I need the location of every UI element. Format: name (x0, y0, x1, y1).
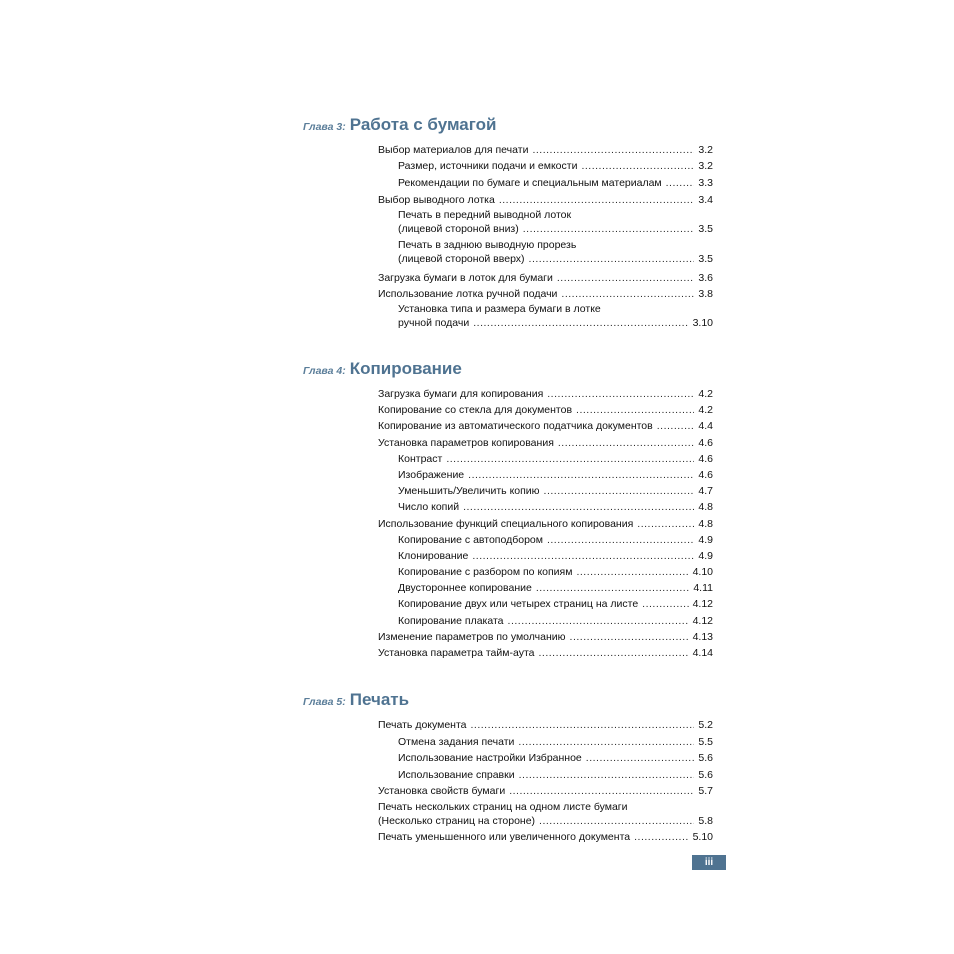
toc-entry[interactable] (378, 143, 713, 157)
toc-entry-title: Выбор выводного лотка (378, 193, 495, 206)
toc-entry[interactable] (378, 751, 713, 765)
toc-page-number: 5.5 (698, 735, 713, 748)
chapter-heading (303, 359, 462, 379)
toc-entry-title: (Несколько страниц на стороне) (378, 814, 536, 827)
leader-dots (570, 630, 689, 644)
toc-page-number: 4.6 (698, 452, 713, 465)
leader-dots (586, 751, 695, 765)
toc-entry[interactable] (378, 581, 713, 595)
toc-page-number: 4.7 (698, 485, 713, 498)
toc-page-number: 4.9 (698, 549, 713, 562)
leader-dots (576, 565, 688, 579)
toc-page-number: 4.4 (698, 420, 713, 433)
toc-page-number: 4.12 (692, 598, 713, 611)
leader-dots (519, 768, 695, 782)
toc-entry[interactable] (378, 238, 713, 266)
toc-entry[interactable] (378, 533, 713, 547)
toc-entry[interactable] (378, 271, 713, 285)
toc-entry[interactable] (378, 468, 713, 482)
leader-dots (539, 814, 694, 828)
toc-entry-title: Выбор материалов для печати (378, 144, 529, 156)
toc-entry-title: ручной подачи (398, 316, 470, 329)
toc-entry[interactable] (378, 208, 713, 236)
toc-entry-title: Изображение (398, 468, 465, 481)
leader-dots (547, 387, 694, 401)
leader-dots (657, 419, 695, 433)
toc-page-number: 3.5 (698, 252, 713, 265)
leader-dots (576, 403, 694, 417)
toc-list (378, 143, 713, 330)
toc-entry-title: Использование справки (398, 768, 515, 781)
leader-dots (561, 287, 694, 301)
toc-page-number: 4.2 (698, 388, 713, 400)
toc-page-number: 5.10 (692, 830, 713, 843)
toc-page-number: 4.8 (698, 501, 713, 514)
toc-entry-title: Рекомендации по бумаге и специальным материалам (398, 176, 662, 189)
toc-entry-title: Размер, источники подачи и емкости (398, 159, 578, 172)
leader-dots (538, 646, 688, 660)
chapter-title: Копирование (349, 359, 462, 378)
toc-entry-title: Загрузка бумаги в лоток для бумаги (378, 271, 553, 284)
toc-entry[interactable] (378, 302, 713, 330)
toc-entry[interactable] (378, 784, 713, 798)
toc-page-number: 5.2 (698, 719, 713, 731)
leader-dots (634, 830, 688, 844)
toc-entry[interactable] (378, 768, 713, 782)
toc-page-number: 5.7 (698, 785, 713, 797)
toc-entry-title: Установка параметров копирования (378, 436, 554, 449)
leader-dots (666, 176, 695, 190)
toc-page-number: 3.10 (692, 316, 713, 329)
toc-page-number: 3.8 (698, 287, 713, 300)
toc-entry[interactable] (378, 630, 713, 644)
toc-entry[interactable] (378, 484, 713, 498)
toc-page-number: 3.6 (698, 271, 713, 284)
toc-entry[interactable] (378, 735, 713, 749)
leader-dots (536, 581, 689, 595)
chapter-title: Работа с бумагой (349, 115, 497, 134)
toc-entry-title: Использование лотка ручной подачи (378, 287, 558, 300)
leader-dots (471, 718, 695, 732)
toc-entry[interactable] (378, 597, 713, 611)
toc-entry-title: Копирование плаката (398, 614, 504, 627)
toc-entry-title: Отмена задания печати (398, 735, 515, 748)
toc-entry[interactable] (378, 500, 713, 514)
toc-page-number: 4.6 (698, 468, 713, 481)
leader-dots (463, 500, 694, 514)
toc-entry[interactable] (378, 800, 713, 828)
leader-dots (581, 159, 694, 173)
toc-entry-title: Двустороннее копирование (398, 582, 532, 595)
leader-dots (472, 549, 694, 563)
toc-list (378, 718, 713, 844)
toc-page-number: 4.2 (698, 404, 713, 417)
toc-page-number: 3.2 (698, 159, 713, 172)
toc-entry-title: Копирование со стекла для документов (378, 404, 573, 417)
toc-entry-title: (лицевой стороной вниз) (398, 222, 519, 235)
toc-page-number: 3.3 (698, 176, 713, 189)
chapter-label: Глава 3: (303, 121, 346, 133)
leader-dots (508, 614, 689, 628)
chapter-label: Глава 4: (303, 365, 346, 377)
toc-page-number: 4.6 (698, 436, 713, 449)
toc-page-number: 4.8 (698, 517, 713, 530)
toc-page-number: 4.13 (692, 630, 713, 643)
toc-entry[interactable] (378, 830, 713, 844)
toc-entry-title: Клонирование (398, 549, 469, 562)
leader-dots (532, 143, 694, 157)
leader-dots (642, 597, 688, 611)
toc-list (378, 387, 713, 660)
toc-entry[interactable] (378, 614, 713, 628)
toc-page-number: 4.10 (692, 566, 713, 579)
toc-entry[interactable] (378, 419, 713, 433)
page-number-badge: iii (692, 855, 726, 870)
leader-dots (499, 193, 695, 207)
leader-dots (473, 316, 688, 330)
toc-page-number: 5.6 (698, 768, 713, 781)
toc-entry[interactable] (378, 452, 713, 466)
toc-entry[interactable] (378, 436, 713, 450)
toc-entry[interactable] (378, 403, 713, 417)
leader-dots (557, 271, 695, 285)
toc-entry[interactable] (378, 517, 713, 531)
toc-entry-title: Копирование с автоподбором (398, 533, 543, 546)
toc-entry[interactable] (378, 287, 713, 301)
toc-page-number: 4.12 (692, 614, 713, 627)
chapter-title: Печать (349, 690, 410, 709)
toc-page-number: 4.9 (698, 533, 713, 546)
leader-dots (518, 735, 694, 749)
toc-page-number: 5.8 (698, 814, 713, 827)
toc-entry-title: (лицевой стороной вверх) (398, 252, 525, 265)
leader-dots (529, 252, 695, 266)
toc-page-number: 3.5 (698, 222, 713, 235)
toc-entry[interactable] (378, 387, 713, 401)
toc-page-number: 4.11 (693, 582, 713, 595)
toc-entry[interactable] (378, 176, 713, 190)
toc-page-number: 3.4 (698, 193, 713, 206)
toc-entry-title: Контраст (398, 452, 443, 465)
toc-entry-title-line: Печать в заднюю выводную прорезь (398, 238, 577, 251)
leader-dots (509, 784, 694, 798)
toc-entry-title: Копирование с разбором по копиям (398, 566, 573, 579)
leader-dots (544, 484, 695, 498)
toc-entry[interactable] (378, 565, 713, 579)
toc-entry-title: Копирование двух или четырех страниц на листе (398, 598, 639, 611)
leader-dots (468, 468, 694, 482)
toc-entry[interactable] (378, 193, 713, 207)
chapter-label: Глава 5: (303, 696, 346, 708)
toc-entry-title: Копирование из автоматического податчика документов (378, 420, 653, 433)
toc-entry[interactable] (378, 718, 713, 732)
toc-entry-title: Изменение параметров по умолчанию (378, 630, 566, 643)
toc-entry-title: Установка свойств бумаги (378, 785, 506, 797)
chapter-heading (303, 115, 496, 135)
toc-entry-title-line: Установка типа и размера бумаги в лотке (398, 302, 601, 315)
chapter-heading (303, 690, 409, 710)
toc-entry-title: Уменьшить/Увеличить копию (398, 485, 540, 498)
leader-dots (558, 436, 695, 450)
toc-entry-title: Число копий (398, 501, 460, 514)
toc-page-number: 4.14 (692, 647, 713, 659)
leader-dots (523, 222, 695, 236)
toc-entry-title: Загрузка бумаги для копирования (378, 388, 544, 400)
toc-page-number: 5.6 (698, 752, 713, 764)
toc-entry-title: Использование функций специального копирования (378, 517, 634, 530)
toc-entry[interactable] (378, 549, 713, 563)
toc-entry-title: Установка параметра тайм-аута (378, 647, 535, 659)
toc-entry-title: Использование настройки Избранное (398, 752, 582, 764)
toc-entry-title: Печать документа (378, 719, 467, 731)
toc-entry-title: Печать уменьшенного или увеличенного документа (378, 830, 631, 843)
toc-entry-title-line: Печать нескольких страниц на одном листе бумаги (378, 800, 628, 813)
toc-entry[interactable] (378, 646, 713, 660)
leader-dots (446, 452, 694, 466)
toc-page-number: 3.2 (698, 144, 713, 156)
leader-dots (547, 533, 694, 547)
toc-entry-title-line: Печать в передний выводной лоток (398, 208, 572, 221)
leader-dots (637, 517, 694, 531)
toc-entry[interactable] (378, 159, 713, 173)
